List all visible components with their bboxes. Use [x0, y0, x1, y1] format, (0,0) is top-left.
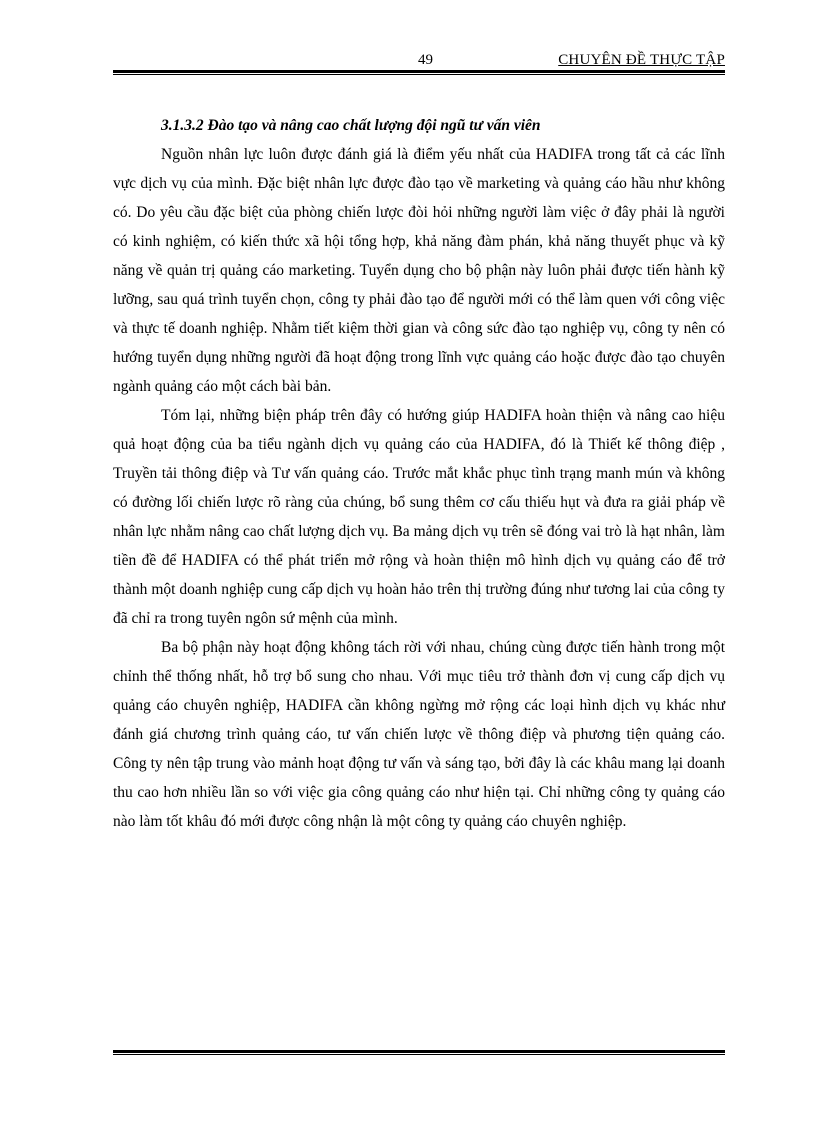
footer-rule	[113, 1050, 725, 1055]
paragraph-3: Ba bộ phận này hoạt động không tách rời với nhau, chúng cùng được tiến hành trong một chỉnh thể thống nhất, hỗ trợ bổ sung cho nhau. Với mục tiêu trở thành đơn vị cung cấp dịch vụ quảng cáo chuyên nghiệp, HADIFA cần không ngừng mở rộng các loại hình dịch vụ khác như đánh giá chương trình quảng cáo, tư vấn chiến lược về thông điệp và phương tiện quảng cáo. Công ty nên tập trung vào mảnh hoạt động tư vấn và sáng tạo, bởi đây là các khâu mang lại doanh thu cao hơn nhiều lần so với việc gia công quảng cáo như hiện tại. Chỉ những công ty quảng cáo nào làm tốt khâu đó mới được công nhận là một công ty quảng cáo chuyên nghiệp.	[113, 639, 725, 830]
paragraph-2: Tóm lại, những biện pháp trên đây có hướng giúp HADIFA hoàn thiện và nâng cao hiệu quả hoạt động của ba tiểu ngành dịch vụ quảng cáo của HADIFA, đó là Thiết kế thông điệp , Truyền tải thông điệp và Tư vấn quảng cáo. Trước mắt khắc phục tình trạng manh mún và không có đường lối chiến lược rõ ràng của chúng, bổ sung thêm cơ cấu thiếu hụt và đưa ra giải pháp về nhân lực nhằm nâng cao chất lượng dịch vụ. Ba mảng dịch vụ trên sẽ đóng vai trò là hạt nhân, làm tiền đề để HADIFA có thể phát triển mở rộng và hoàn thiện mô hình dịch vụ quảng cáo để trở thành một doanh nghiệp cung cấp dịch vụ hoàn hảo trên thị trường đúng như tương lai của công ty đã chỉ ra trong tuyên ngôn sứ mệnh của mình.	[113, 407, 725, 627]
page-header	[113, 50, 725, 70]
paragraph-1: Nguồn nhân lực luôn được đánh giá là điểm yếu nhất của HADIFA trong tất cả các lĩnh vực dịch vụ của mình. Đặc biệt nhân lực được đào tạo về marketing và quảng cáo hầu như không có. Do yêu cầu đặc biệt của phòng chiến lược đòi hỏi những người làm việc ở đây phải là người có kinh nghiệm, có kiến thức xã hội tổng hợp, khả năng đàm phán, khả năng thuyết phục và kỹ năng về quản trị quảng cáo marketing. Tuyển dụng cho bộ phận này luôn phải được tiến hành kỹ lưỡng, sau quá trình tuyển chọn, công ty phải đào tạo để người mới có thể làm quen với công việc và thực tế doanh nghiệp. Nhằm tiết kiệm thời gian và công sức đào tạo nghiệp vụ, công ty nên có hướng tuyển dụng những người đã hoạt động trong lĩnh vực quảng cáo hoặc được đào tạo chuyên ngành quảng cáo một cách bài bản.	[113, 146, 725, 395]
header-title: CHUYÊN ĐỀ THỰC TẬP	[558, 52, 725, 68]
section-heading: 3.1.3.2 Đào tạo và nâng cao chất lượng đội ngũ tư vấn viên	[161, 117, 541, 134]
header-rule	[113, 70, 725, 75]
page-number: 49	[418, 52, 433, 68]
page-body	[113, 111, 725, 836]
